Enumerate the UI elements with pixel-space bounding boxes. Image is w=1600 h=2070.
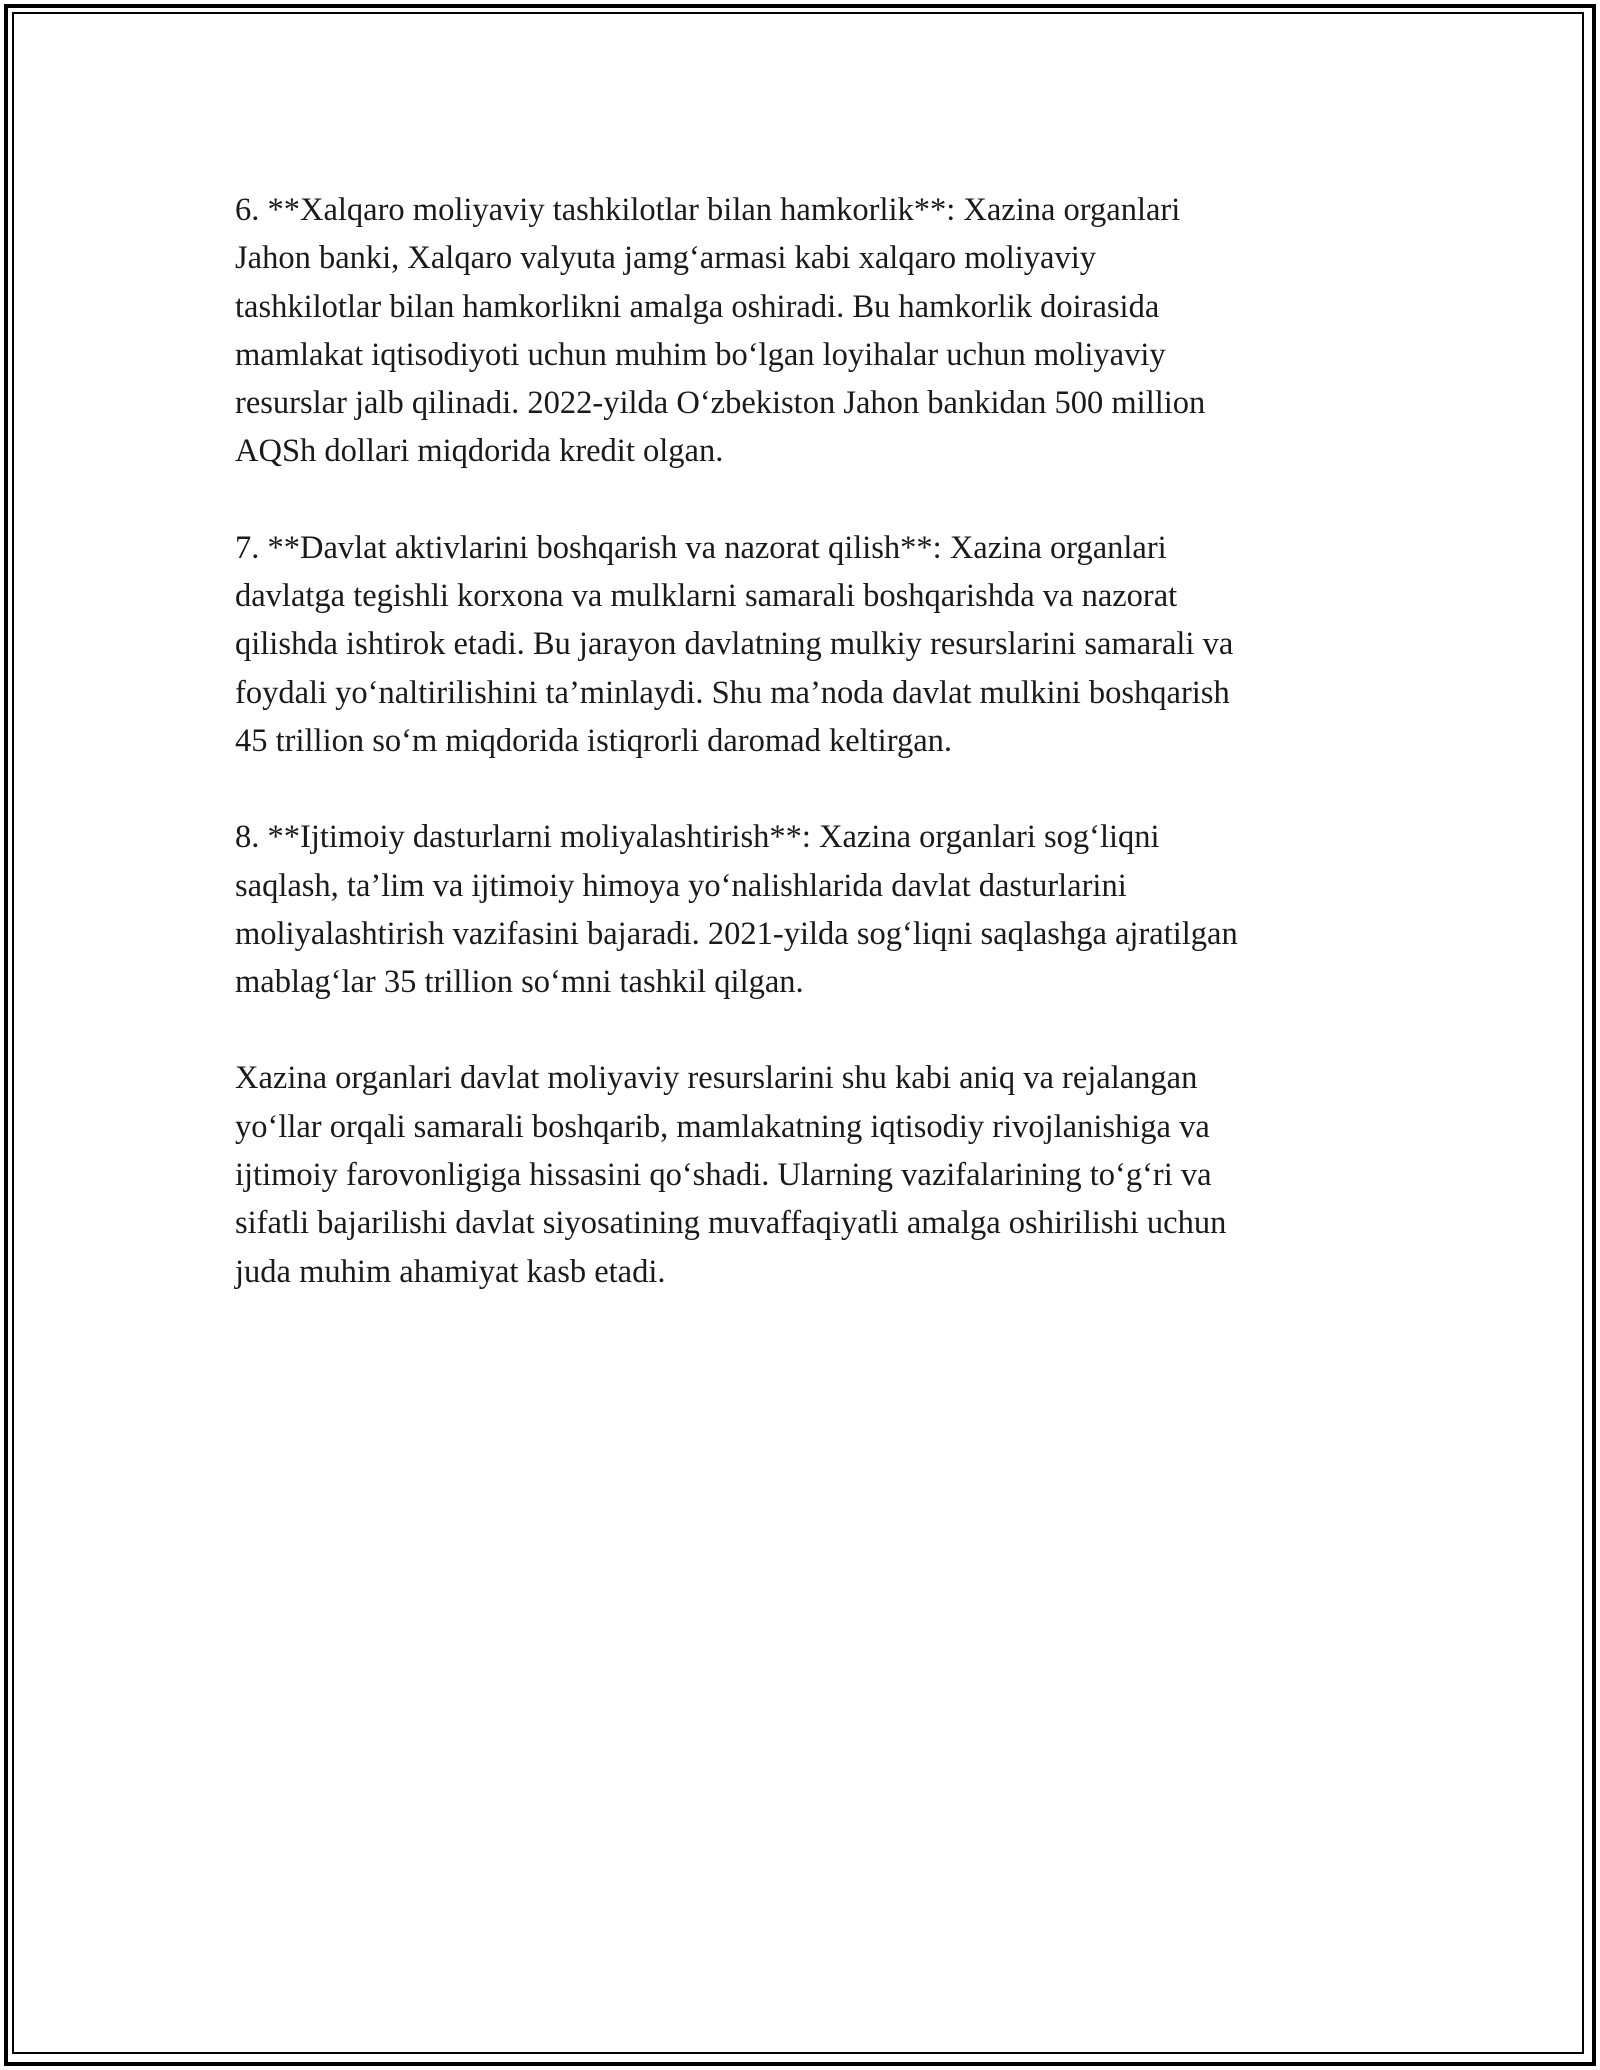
paragraph-social-programs: 8. **Ijtimoiy dasturlarni moliyalashtirish**: Xazina organlari sog‘liqni saqlash, ta’lim va ijtimoiy himoya yo‘nalishlarida davlat dasturlarini moliyalashtirish vazifasini bajaradi. 2021-yilda sog‘liqni saqlashga ajratilgan mablag‘lar 35 trillion so‘mni tashkil qilgan.: [235, 819, 1238, 1001]
document-body: [235, 186, 1375, 1344]
paragraph-international-cooperation: 6. **Xalqaro moliyaviy tashkilotlar bilan hamkorlik**: Xazina organlari Jahon banki, Xalqaro valyuta jamg‘armasi kabi xalqaro moliyaviy tashkilotlar bilan hamkorlikni amalga oshiradi. Bu hamkorlik doirasida mamlakat iqtisodiyoti uchun muhim bo‘lgan loyihalar uchun moliyaviy resurslar jalb qilinadi. 2022-yilda O‘zbekiston Jahon bankidan 500 million AQSh dollari miqdorida kredit olgan.: [235, 192, 1206, 470]
paragraph-conclusion: Xazina organlari davlat moliyaviy resurslarini shu kabi aniq va rejalangan yo‘llar orqali samarali boshqarib, mamlakatning iqtisodiy rivojlanishiga va ijtimoiy farovonligiga hissasini qo‘shadi. Ularning vazifalarining to‘g‘ri va sifatli bajarilishi davlat siyosatining muvaffaqiyatli amalga oshirilishi uchun juda muhim ahamiyat kasb etadi.: [235, 1060, 1227, 1290]
paragraph-state-assets: 7. **Davlat aktivlarini boshqarish va nazorat qilish**: Xazina organlari davlatga tegishli korxona va mulklarni samarali boshqarishda va nazorat qilishda ishtirok etadi. Bu jarayon davlatning mulkiy resurslarini samarali va foydali yo‘naltirilishini ta’minlaydi. Shu ma’noda davlat mulkini boshqarish 45 trillion so‘m miqdorida istiqrorli daromad keltirgan.: [235, 529, 1234, 759]
